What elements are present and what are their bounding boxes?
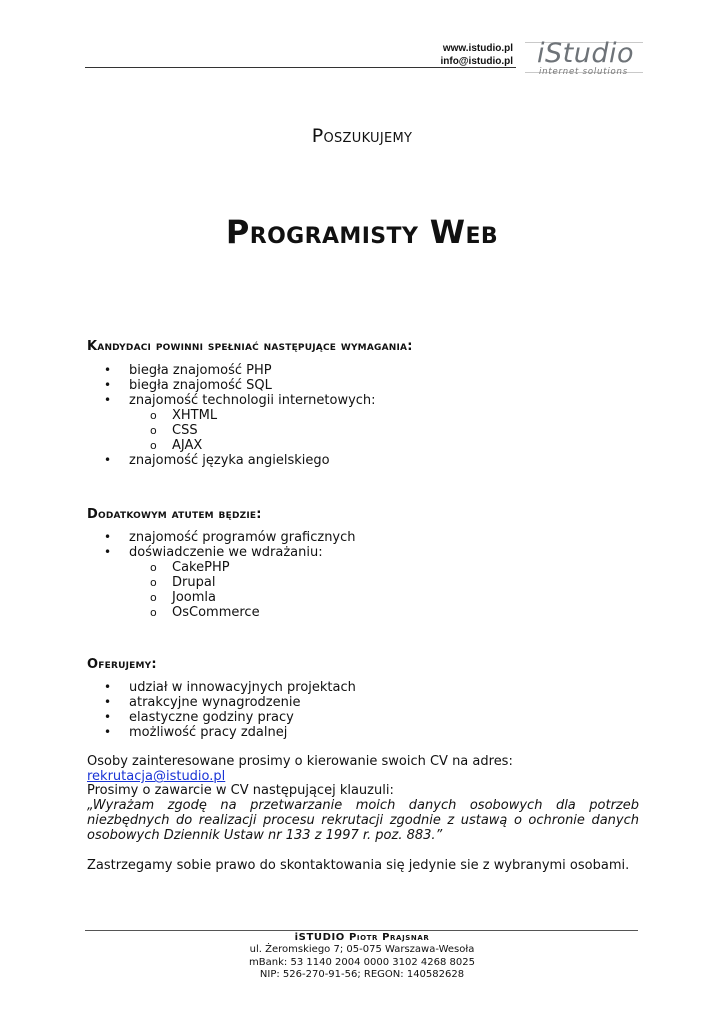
clause-intro: Prosimy o zawarcie w CV następującej klauzuli:: [87, 783, 394, 798]
bullet-icon: •: [104, 363, 112, 377]
footer-company: [0, 932, 724, 944]
circle-bullet-icon: o: [150, 576, 157, 589]
bullet-icon: •: [104, 530, 112, 544]
bullet-icon: •: [104, 393, 112, 407]
bullet-icon: •: [104, 710, 112, 724]
page-subtitle: Poszukujemy: [311, 125, 413, 147]
page-title: Programisty Web: [225, 213, 499, 251]
circle-bullet-icon: o: [150, 606, 157, 619]
circle-bullet-icon: o: [150, 591, 157, 604]
logo-text: iStudio: [537, 38, 634, 69]
footer-ids: NIP: 526-270-91-56; REGON: 140582628: [259, 968, 465, 980]
requirements-heading: Kandydaci powinni spełniać następujące wymagania:: [87, 339, 413, 354]
circle-bullet-icon: o: [150, 439, 157, 452]
header-divider: [85, 67, 516, 68]
bullet-icon: •: [104, 680, 112, 694]
apply-paragraph: [87, 754, 639, 784]
footer-address: ul. Żeromskiego 7; 05-075 Warszawa-Wesoła: [249, 944, 475, 956]
circle-bullet-icon: o: [150, 409, 157, 422]
header-website[interactable]: www.istudio.pl: [442, 43, 513, 54]
consent-clause: „Wyrażam zgodę na przetwarzanie moich danych osobowych dla potrzeb niezbędnych do realizacji procesu rekrutacji zgodnie z ustawą o ochronie danych osobowych Dziennik Ustaw nr 133 z 1997 r. poz. 883.”: [87, 798, 639, 843]
footer-divider: [85, 930, 638, 931]
bullet-icon: •: [104, 695, 112, 709]
recruitment-email-link[interactable]: rekrutacja@istudio.pl: [87, 769, 226, 784]
bonus-heading: Dodatkowym atutem będzie:: [87, 507, 262, 522]
bullet-icon: •: [104, 725, 112, 739]
logo-tagline: internet solutions: [539, 67, 628, 77]
apply-text: Osoby zainteresowane prosimy o kierowanie swoich CV na adres:: [87, 754, 513, 769]
bullet-icon: •: [104, 453, 112, 467]
header-email[interactable]: info@istudio.pl: [440, 55, 513, 67]
istudio-logo: [525, 40, 643, 78]
footer-owner: Piotr Prajsnar: [349, 932, 430, 943]
bullet-icon: •: [104, 545, 112, 559]
circle-bullet-icon: o: [150, 424, 157, 437]
footer-bank: mBank: 53 1140 2004 0000 3102 4268 8025: [249, 956, 475, 968]
footer-company-name: iSTUDIO: [294, 932, 345, 943]
bullet-icon: •: [104, 378, 112, 392]
header-contact: [440, 43, 513, 68]
circle-bullet-icon: o: [150, 561, 157, 574]
reserve-paragraph: Zastrzegamy sobie prawo do skontaktowania się jedynie sie z wybranymi osobami.: [87, 858, 630, 873]
offer-heading: Oferujemy:: [87, 657, 157, 672]
footer: [0, 932, 724, 981]
